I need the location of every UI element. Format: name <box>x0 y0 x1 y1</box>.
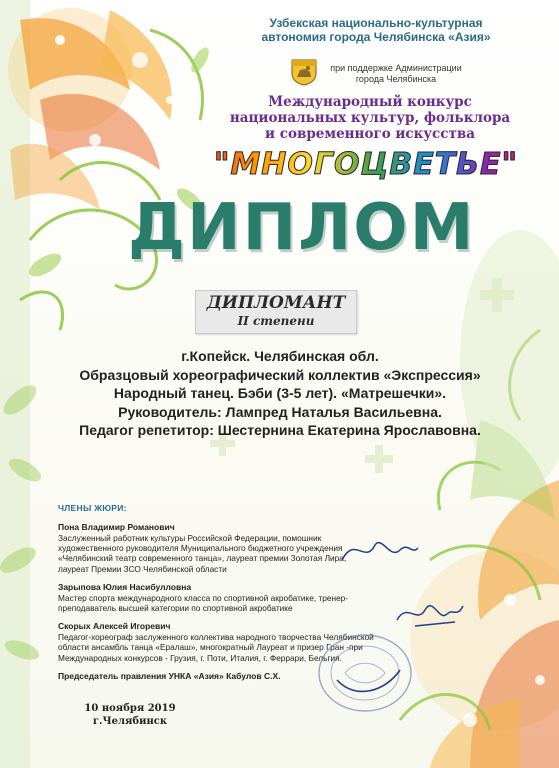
jury-member-name: Скорых Алексей Игоревич <box>58 621 171 632</box>
support-text <box>326 63 466 85</box>
award-city: г.Копейск. Челябинская обл. <box>181 348 379 364</box>
contest-title <box>220 94 520 142</box>
issue-city: г.Челябинск <box>92 716 168 727</box>
badge-degree: II степени <box>237 314 315 328</box>
chelyabinsk-emblem-icon <box>290 58 318 86</box>
support-line-2: города Челябинска <box>355 74 437 84</box>
award-category: Народный танец. Бэби (3-5 лет). «Матрешечки». <box>113 385 447 401</box>
contest-line-3: и современного искусства <box>265 126 475 142</box>
organization-line-2: автономия города Челябинска «Азия» <box>261 30 491 44</box>
award-leader: Руководитель: Лампред Наталья Васильевна. <box>118 403 442 420</box>
award-details <box>60 347 500 440</box>
jury-member-desc-line: «Челябинский театр современного танца», лауреат премии Золотая Лира, <box>58 553 347 564</box>
jury-member-desc-line: Мастер спорта международного класса по спортивной акробатике, тренер- <box>58 592 349 603</box>
organization-line-1: Узбекская национально-культурная <box>269 16 483 30</box>
jury-member-desc-line: области ансамбль танца «Ералаш», многократный Лауреат и призер Гран -при <box>58 642 363 653</box>
contest-brand-name: "МНОГОЦВЕТЬЕ" <box>196 146 536 184</box>
jury-member-desc-line: художественного руководителя Муниципального бюджетного учреждения <box>58 543 343 554</box>
jury-chairman: Председатель правления УНКА «Азия» Кабулов С.Х. <box>58 670 281 681</box>
official-stamp <box>315 630 415 716</box>
contest-line-1: Международный конкурс <box>268 94 472 110</box>
issue-date: 10 ноября 2019 <box>84 703 176 714</box>
signature-1 <box>340 530 420 570</box>
badge-title: ДИПЛОМАНТ <box>206 293 346 313</box>
jury-member-desc-line: Заслуженный работник культуры Российской Федерации, помошник <box>58 533 322 543</box>
jury-member-desc-line: Международных конкурсов - Грузия, г. Поти, Италия, г. Феррари, Бельгия. <box>58 652 342 663</box>
document-title: ДИПЛОМ <box>128 191 476 265</box>
award-badge <box>195 290 357 334</box>
signature-2 <box>395 592 465 632</box>
support-line-1: при поддержке Администрации <box>330 63 462 73</box>
issue-date-block <box>80 702 180 728</box>
jury-member-name: Зарыпова Юлия Насибулловна <box>58 581 192 592</box>
award-collective: Образцовый хореографический коллектив «Экспрессия» <box>79 366 481 383</box>
organization-name <box>226 16 526 44</box>
jury-member-desc-line: Педагог-хореограф заслуженного коллектива народного творчества Челябинской <box>58 632 374 643</box>
contest-line-2: национальных культур, фольклора <box>229 110 511 126</box>
jury-member-desc-line: лауреат Премии ЗСО Челябинской области <box>58 563 227 574</box>
jury-member-desc-line: преподаватель высшей категории по спортивной акробатике <box>58 603 293 614</box>
jury-member-name: Пона Владимир Романович <box>58 522 175 532</box>
award-teacher: Педагог репетитор: Шестернина Екатерина Ярославовна. <box>79 422 481 438</box>
jury-header: ЧЛЕНЫ ЖЮРИ: <box>58 503 127 513</box>
